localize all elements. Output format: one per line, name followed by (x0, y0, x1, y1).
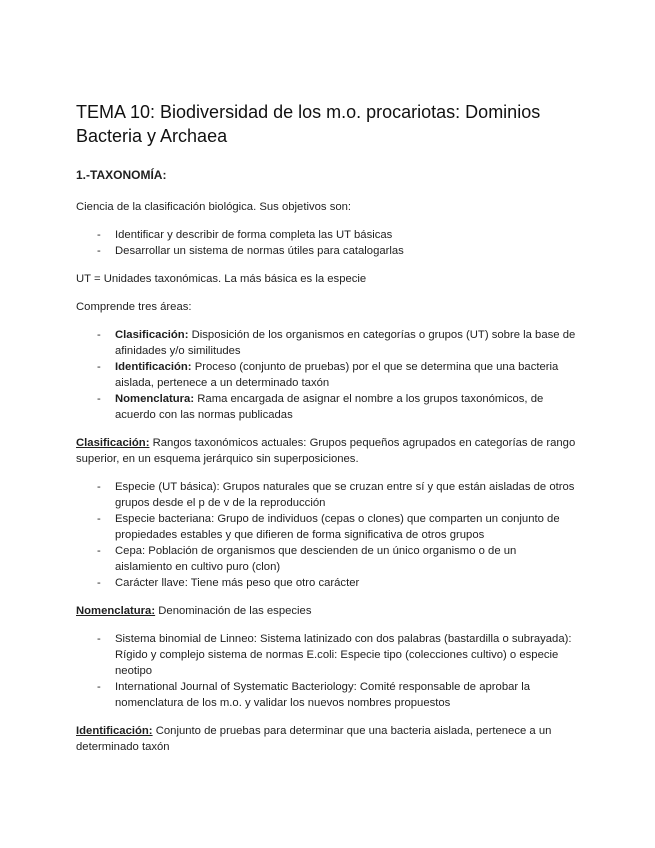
document-page (76, 100, 576, 767)
list-item: - Especie bacteriana: Grupo de individuos (cepas o clones) que comparten un conjunto de propiedades estables y que difieren de forma significativa de otros grupos (76, 511, 576, 543)
identificacion-paragraph (76, 723, 576, 755)
list-item (76, 391, 576, 423)
area-term: Identificación: (115, 361, 192, 373)
clasificacion-term: Clasificación: (76, 437, 150, 449)
list-item: - Especie (UT básica): Grupos naturales que se cruzan entre sí y que están aisladas de otros grupos desde el p de v de la reproducción (76, 479, 576, 511)
area-term: Clasificación: (115, 329, 189, 341)
nomenclatura-term: Nomenclatura: (76, 605, 156, 617)
nomenclatura-paragraph (76, 603, 576, 619)
identificacion-text: Conjunto de pruebas para determinar que una bacteria aislada, pertenece a un determinado taxón (76, 725, 552, 753)
list-item: - Sistema binomial de Linneo: Sistema latinizado con dos palabras (bastardilla o subrayada): Rígido y complejo sistema de normas E.coli: Especie tipo (colecciones cultivo) o especie neotipo (76, 631, 576, 679)
area-text: Disposición de los organismos en categorías o grupos (UT) sobre la base de afinidades y/o similitudes (115, 329, 576, 357)
section-heading-taxonomia: 1.-TAXONOMÍA: (76, 168, 167, 182)
areas-list (76, 327, 576, 423)
list-item: - Desarrollar un sistema de normas útiles para catalogarlas (76, 243, 576, 259)
nomenclatura-text: Denominación de las especies (155, 605, 312, 617)
area-term: Nomenclatura: (115, 393, 195, 405)
areas-intro: Comprende tres áreas: (76, 301, 192, 313)
area-text: Proceso (conjunto de pruebas) por el que se determina que una bacteria aislada, pertenece a un determinado taxón (115, 361, 559, 389)
identificacion-term: Identificación: (76, 725, 153, 737)
objectives-list (76, 227, 576, 259)
list-item (76, 359, 576, 391)
clasificacion-text: Rangos taxonómicos actuales: Grupos pequeños agrupados en categorías de rango superior, en un esquema jerárquico sin superposiciones. (76, 437, 576, 465)
area-text: Rama encargada de asignar el nombre a los grupos taxonómicos, de acuerdo con las normas publicadas (115, 393, 544, 421)
nomenclatura-list (76, 631, 576, 711)
list-item: - Cepa: Población de organismos que descienden de un único organismo o de un aislamiento en cultivo puro (clon) (76, 543, 576, 575)
intro-paragraph: Ciencia de la clasificación biológica. Sus objetivos son: (76, 201, 352, 213)
clasificacion-paragraph (76, 435, 576, 467)
ut-definition: UT = Unidades taxonómicas. La más básica es la especie (76, 273, 367, 285)
page-title: TEMA 10: Biodiversidad de los m.o. procariotas: Dominios Bacteria y Archaea (76, 102, 541, 146)
list-item: - Carácter llave: Tiene más peso que otro carácter (76, 575, 576, 591)
list-item (76, 327, 576, 359)
clasificacion-list (76, 479, 576, 591)
list-item: - Identificar y describir de forma completa las UT básicas (76, 227, 576, 243)
list-item: - International Journal of Systematic Bacteriology: Comité responsable de aprobar la nomenclatura de los m.o. y validar los nuevos nombres propuestos (76, 679, 576, 711)
